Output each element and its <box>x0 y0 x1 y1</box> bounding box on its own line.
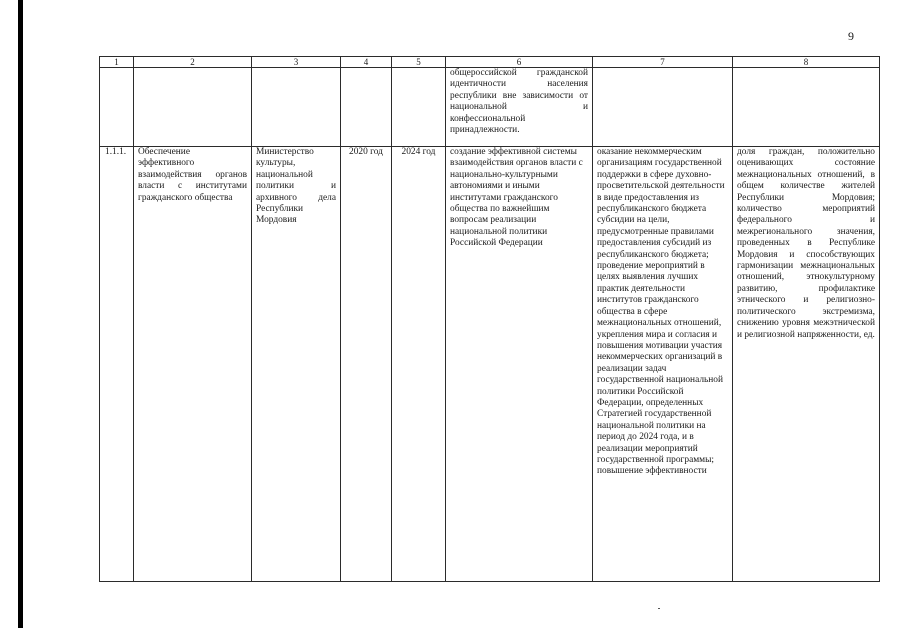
end-year-cell: 2024 год <box>392 147 446 582</box>
header-cell: 5 <box>392 57 446 68</box>
continuation-row <box>100 68 880 147</box>
header-cell: 2 <box>134 57 252 68</box>
result-cell: создание эффективной системы взаимодействия органов власти с национально-культурными автономиями и иными институтами гражданского общества по важнейшим вопросам реализации национальной политики Российской Федерации <box>446 147 593 582</box>
empty-cell <box>252 68 341 147</box>
continuation-result-cell: общероссийской гражданской идентичности населения республики вне зависимости от национальной и конфессиональной принадлежности. <box>446 68 593 147</box>
row-number-cell: 1.1.1. <box>100 147 134 582</box>
empty-cell <box>593 68 733 147</box>
page-number: 9 <box>848 29 854 43</box>
header-row <box>100 57 880 68</box>
executor-cell: Министерство культуры, национальной политики и архивного дела Республики Мордовия <box>252 147 341 582</box>
table-row <box>100 147 880 582</box>
program-table <box>99 56 880 582</box>
header-cell: 7 <box>593 57 733 68</box>
binding-bar <box>18 0 23 628</box>
empty-cell <box>733 68 880 147</box>
empty-cell <box>341 68 392 147</box>
start-year-cell: 2020 год <box>341 147 392 582</box>
header-cell: 8 <box>733 57 880 68</box>
measures-cell: оказание некоммерческим организациям государственной поддержки в сфере духовно-просветительской деятельности в виде предоставления из республиканского бюджета субсидии на цели, предусмотренные правилами предоставления субсидий из республиканского бюджета; проведение мероприятий в целях выявления лучших практик деятельности институтов гражданского общества в сфере межнациональных отношений, укрепления мира и согласия и повышения мотивации участия некоммерческих организаций в реализации задач государственной национальной политики Российской Федерации, определенных Стратегией государственной национальной политики на период до 2024 года, и в реализации мероприятий государственной программы; повышение эффективности <box>593 147 733 582</box>
indicators-cell: доля граждан, положительно оценивающих состояние межнациональных отношений, в общем количестве жителей Республики Мордовия; количество мероприятий федерального и межрегионального значения, проведенных в Республике Мордовия и способствующих гармонизации межнациональных отношений, этнокультурному развитию, профилактике этнического и религиозно-политического экстремизма, снижению уровня межэтнической и религиозной напряженности, ед. <box>733 147 880 582</box>
event-name-cell: Обеспечение эффективного взаимодействия органов власти с институтами гражданского общества <box>134 147 252 582</box>
header-cell: 4 <box>341 57 392 68</box>
empty-cell <box>100 68 134 147</box>
scan-speck <box>658 608 660 609</box>
empty-cell <box>392 68 446 147</box>
header-cell: 3 <box>252 57 341 68</box>
header-cell: 1 <box>100 57 134 68</box>
empty-cell <box>134 68 252 147</box>
header-cell: 6 <box>446 57 593 68</box>
